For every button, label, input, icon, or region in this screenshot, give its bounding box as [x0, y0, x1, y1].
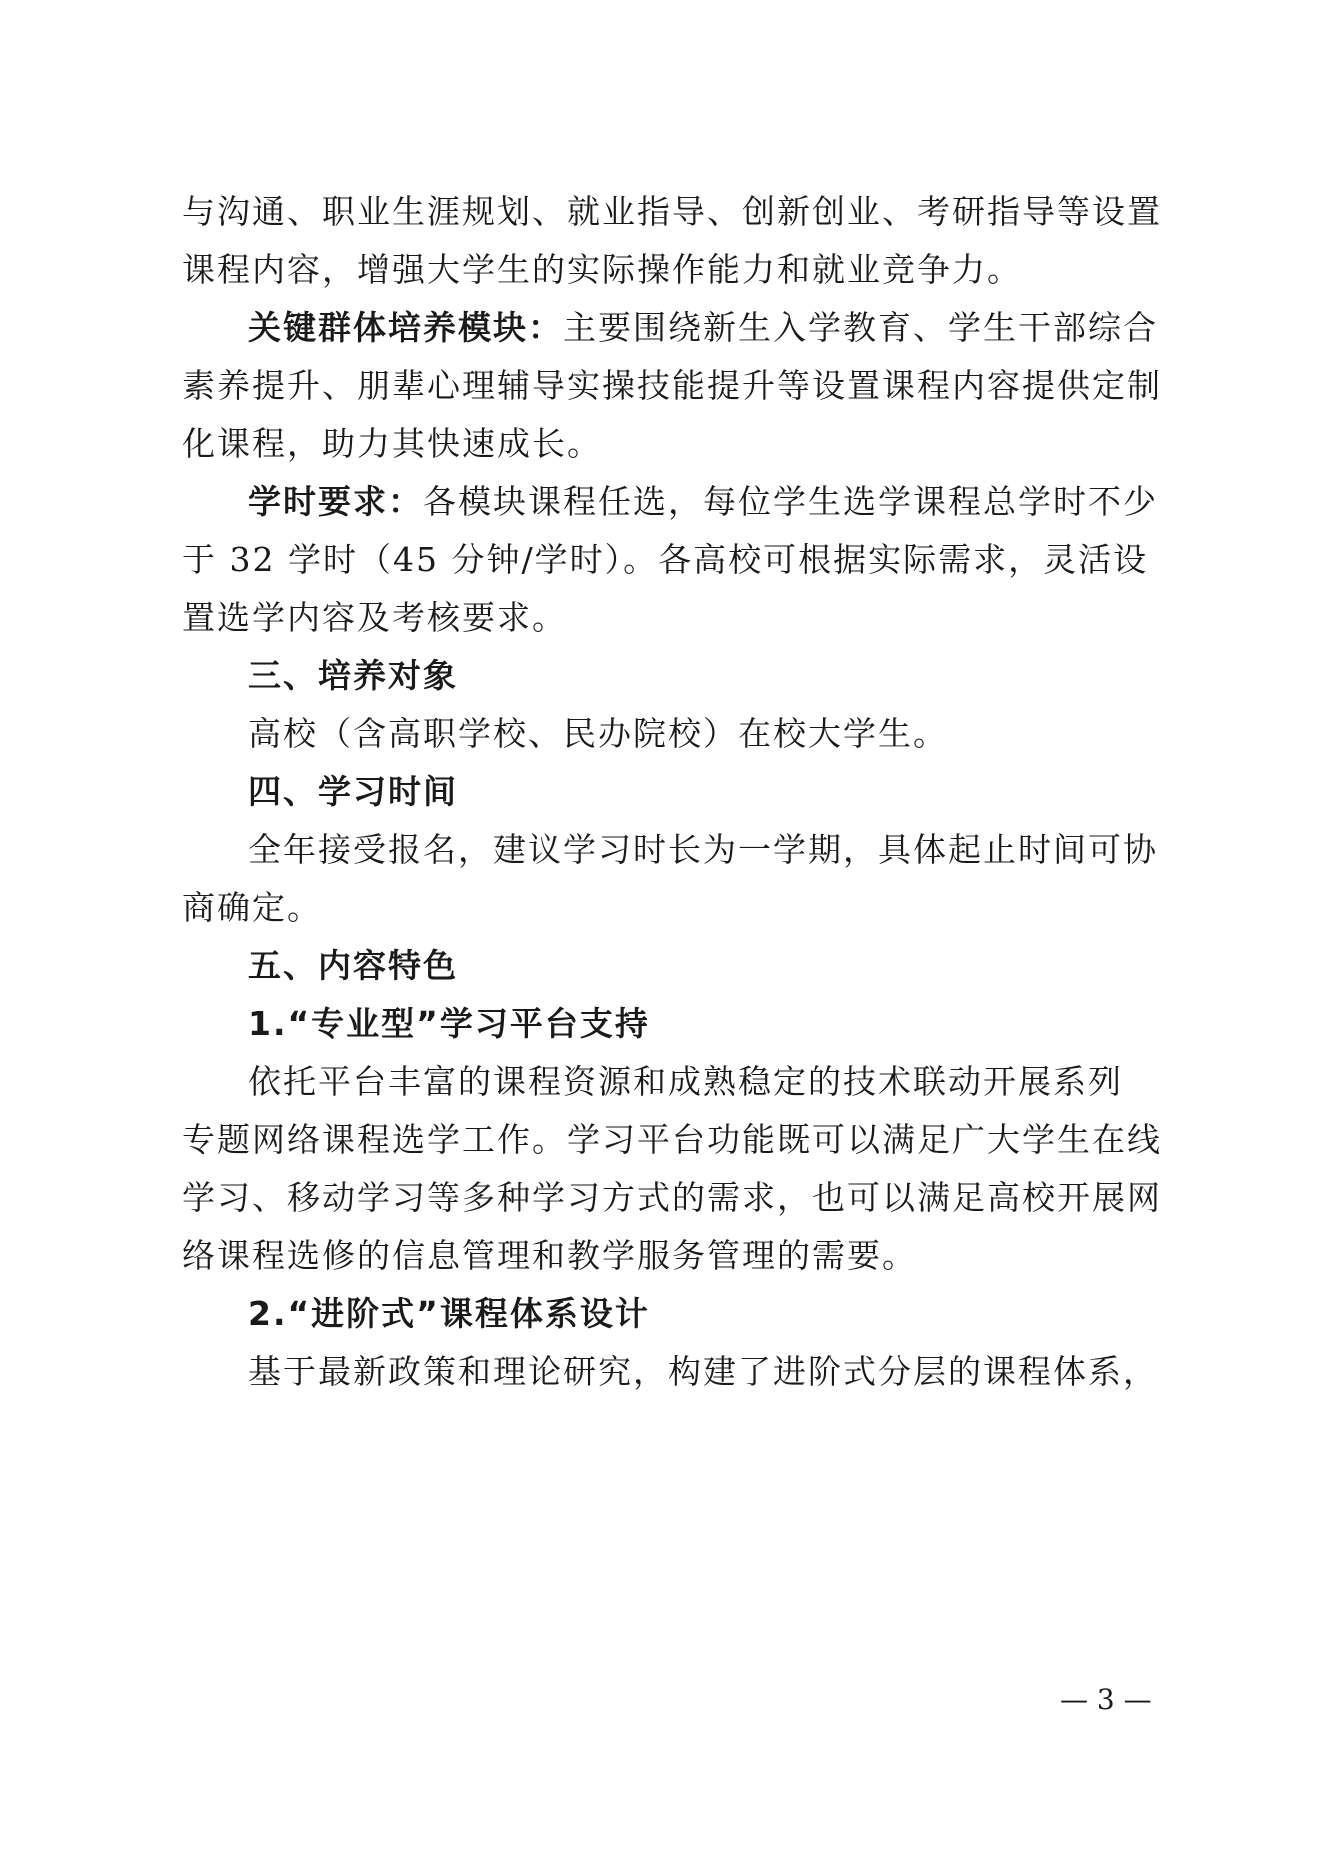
body-line: 与沟通、职业生涯规划、就业指导、创新创业、考研指导等设置 — [182, 192, 1162, 231]
subheading-platform: 1.“专业型”学习平台支持 — [248, 1004, 650, 1043]
body-line: 课程内容，增强大学生的实际操作能力和就业竞争力。 — [182, 250, 1022, 289]
body-line: 高校（含高职学校、民办院校）在校大学生。 — [248, 714, 948, 753]
section-heading-study-time: 四、学习时间 — [248, 772, 458, 811]
body-line: 置选学内容及考核要求。 — [182, 598, 567, 637]
body-line: 全年接受报名，建议学习时长为一学期，具体起止时间可协 — [248, 830, 1158, 869]
body-text: 各模块课程任选，每位学生选学课程总学时不少 — [423, 482, 1158, 521]
paragraph-hours — [248, 480, 1158, 524]
body-line: 络课程选修的信息管理和教学服务管理的需要。 — [182, 1236, 917, 1275]
page-number: — 3 — — [1060, 1683, 1152, 1716]
body-text: 主要围绕新生入学教育、学生干部综合 — [563, 308, 1158, 347]
section-heading-targets: 三、培养对象 — [248, 656, 458, 695]
body-line: 基于最新政策和理论研究，构建了进阶式分层的课程体系， — [248, 1352, 1158, 1391]
body-line: 学习、移动学习等多种学习方式的需求，也可以满足高校开展网 — [182, 1178, 1162, 1217]
body-line: 专题网络课程选学工作。学习平台功能既可以满足广大学生在线 — [182, 1120, 1162, 1159]
body-line: 化课程，助力其快速成长。 — [182, 424, 602, 463]
body-line: 于 32 学时（45 分钟/学时）。各高校可根据实际需求，灵活设 — [182, 540, 1149, 579]
body-line: 依托平台丰富的课程资源和成熟稳定的技术联动开展系列 — [248, 1062, 1123, 1101]
section-heading-features: 五、内容特色 — [248, 946, 458, 985]
body-line: 素养提升、朋辈心理辅导实操技能提升等设置课程内容提供定制 — [182, 366, 1162, 405]
lead-term-key-groups: 关键群体培养模块： — [248, 308, 563, 347]
body-line: 商确定。 — [182, 888, 322, 927]
lead-term-hours: 学时要求： — [248, 482, 423, 521]
subheading-course-system: 2.“进阶式”课程体系设计 — [248, 1294, 650, 1333]
paragraph-key-groups — [248, 306, 1158, 350]
